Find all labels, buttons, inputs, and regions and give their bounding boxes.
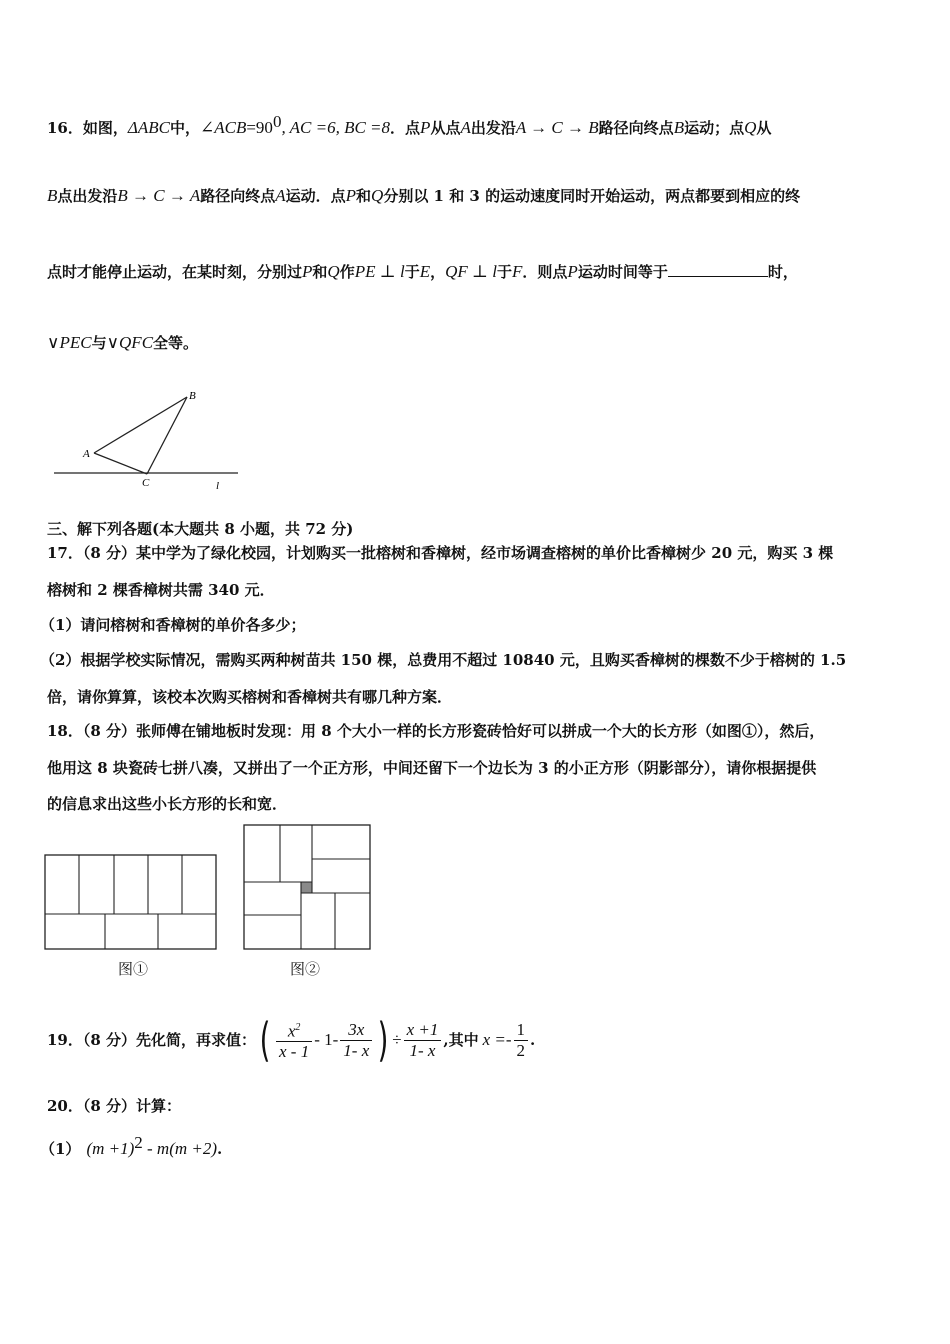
q17-line5: 倍，请你算算，该校本次购买榕树和香樟树共有哪几种方案． <box>47 688 453 706</box>
expr-b: - m(m +2) <box>142 1139 218 1158</box>
q16-line2 <box>47 187 800 205</box>
q16-line3 <box>47 262 798 281</box>
text: 于 <box>497 263 513 281</box>
math-path-bca: B → C → A <box>117 186 201 205</box>
text: ．点 <box>390 119 421 137</box>
text: 出发沿 <box>470 119 516 137</box>
fig2-caption: 图② <box>290 960 321 978</box>
q18-line2: 他用这 8 块瓷砖七拼八凑，又拼出了一个正方形，中间还留下一个边长为 3 的小正方形（阴影部分），请你根据提供 <box>47 759 817 777</box>
q19-prefix: 19．（8 分）先化简，再求值： <box>47 1031 257 1049</box>
text: 全等。 <box>153 334 199 352</box>
label-c: C <box>142 477 150 489</box>
math-ac-bc: , AC =6, BC =8 <box>281 118 391 137</box>
math-b: B <box>673 118 685 137</box>
where-text: ,其中 <box>443 1031 479 1049</box>
math-f: F <box>512 262 523 281</box>
math-a: A <box>460 118 471 137</box>
q19-line <box>47 1010 535 1070</box>
q18-line1: 18．（8 分）张师傅在铺地板时发现：用 8 个大小一样的长方形瓷砖恰好可以拼成一个大的长方形（如图①），然后， <box>47 722 825 740</box>
text: 运动．点 <box>285 187 346 205</box>
text: 路径向终点 <box>200 187 276 205</box>
text: 从点 <box>430 119 461 137</box>
tile-figure-2 <box>243 824 373 952</box>
text: 点出发沿 <box>57 187 118 205</box>
math-q: Q <box>371 186 384 205</box>
q17-line2: 榕树和 2 棵香樟树共需 340 元． <box>47 581 275 599</box>
x-equals: x =- <box>482 1030 512 1049</box>
den: 2 <box>516 1040 526 1060</box>
text: 运动；点 <box>684 119 745 137</box>
math-a: A <box>275 186 286 205</box>
math-q: Q <box>744 118 757 137</box>
math-path-acb: A → C → B <box>515 118 599 137</box>
left-paren: ( <box>259 1013 271 1067</box>
math-angle-acb: ∠ACB <box>199 118 247 137</box>
math-p: P <box>420 118 431 137</box>
q18-line3: 的信息求出这些小长方形的长和宽． <box>47 795 288 813</box>
fraction-x1-over-1-x <box>404 1020 442 1061</box>
math-q: Q <box>327 262 340 281</box>
period: . <box>530 1031 536 1049</box>
fraction-3x-over-1-x <box>340 1020 372 1061</box>
math-pe-perp-l: PE ⊥ l <box>354 262 405 281</box>
q16-line4 <box>47 334 198 352</box>
math-pec: PEC <box>59 333 92 352</box>
sup: 2 <box>295 1021 301 1033</box>
label-a: A <box>83 448 90 460</box>
text: 从 <box>756 119 772 137</box>
den: x - 1 <box>279 1042 310 1062</box>
fig2-shaded-square <box>301 882 312 893</box>
num: 1 <box>514 1020 529 1041</box>
fig1-caption: 图① <box>118 960 149 978</box>
math-e: E <box>419 262 431 281</box>
text: 作 <box>339 263 355 281</box>
label-l: l <box>216 480 220 492</box>
num: 3x <box>340 1020 372 1041</box>
fraction-one-half <box>514 1020 529 1061</box>
q17-line3: （1）请问榕树和香樟树的单价各多少； <box>40 616 306 634</box>
math-90: =90 <box>246 118 273 137</box>
fraction-x2-over-x-1 <box>276 1018 312 1063</box>
expr-a: (m +1) <box>86 1139 135 1158</box>
q20-title: 20．（8 分）计算： <box>47 1097 182 1115</box>
text: 和 <box>312 263 328 281</box>
math-qfc: QFC <box>119 333 154 352</box>
divide-sign: ÷ <box>392 1030 402 1049</box>
part-label: （1） <box>40 1140 81 1158</box>
math-b: B <box>47 186 58 205</box>
num: x <box>287 1021 296 1041</box>
q16-line1 <box>47 113 771 137</box>
text: 于 <box>404 263 420 281</box>
text: ， <box>430 263 446 281</box>
text: ．则点 <box>522 263 568 281</box>
q17-line1: 17．（8 分）某中学为了绿化校园，计划购买一批榕树和香樟树，经市场调查榕树的单价比香樟树少 20 元，购买 3 棵 <box>47 544 834 562</box>
period: . <box>217 1140 223 1158</box>
expr-sup: 2 <box>134 1133 143 1152</box>
math-triangle-symbol: ∨ <box>106 333 120 352</box>
den: 1- x <box>343 1040 370 1060</box>
segment-ac <box>94 453 147 474</box>
num: x +1 <box>404 1020 442 1041</box>
math-p: P <box>302 262 313 281</box>
tile-figure-1 <box>44 854 218 952</box>
text: 时， <box>767 263 798 281</box>
section-3-heading: 三、解下列各题(本大题共 8 小题，共 72 分) <box>47 520 354 538</box>
q16-number: 16．如图， <box>47 119 128 137</box>
math-qf-perp-l: QF ⊥ l <box>445 262 497 281</box>
right-paren: ) <box>377 1013 389 1067</box>
minus-one: - 1- <box>314 1030 339 1049</box>
math-p: P <box>567 262 578 281</box>
fig1-outer <box>45 855 216 949</box>
math-degree: 0 <box>272 112 282 131</box>
text: 路径向终点 <box>598 119 674 137</box>
q17-line4: （2）根据学校实际情况，需购买两种树苗共 150 棵，总费用不超过 10840 元，且购买香樟树的棵数不少于榕树的 1.5 <box>40 651 847 669</box>
math-p: P <box>345 186 357 205</box>
text: 分别以 1 和 3 的运动速度同时开始运动，两点都要到相应的终 <box>383 187 801 205</box>
text: 运动时间等于 <box>577 263 668 281</box>
label-b: B <box>189 390 196 402</box>
answer-blank[interactable] <box>668 262 768 277</box>
text: 点时才能停止运动，在某时刻，分别过 <box>47 263 303 281</box>
text: 中， <box>169 119 200 137</box>
text: 与 <box>91 334 107 352</box>
text: 和 <box>356 187 372 205</box>
q20-part1 <box>40 1134 222 1158</box>
math-triangle-symbol: ∨ <box>47 333 60 352</box>
q16-triangle-figure <box>50 385 250 495</box>
den: 1- x <box>409 1040 436 1060</box>
math-triangle-abc: ΔABC <box>127 118 170 137</box>
